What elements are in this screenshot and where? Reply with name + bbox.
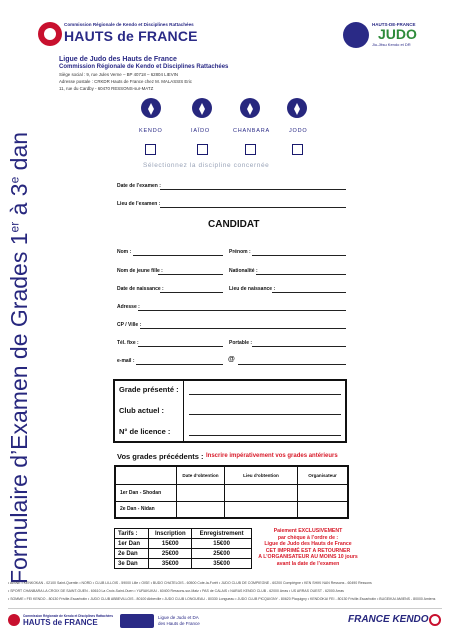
email-label: e-mail : xyxy=(117,358,135,364)
header-logo-right-sub: Jiu-Jitsu Kendo et DR xyxy=(372,42,411,47)
tarif-row-label: 2e Dan xyxy=(115,549,149,559)
bottom-right-emblem xyxy=(429,614,441,626)
adresse-line[interactable] xyxy=(138,310,346,311)
grade-presente-line[interactable] xyxy=(189,394,341,395)
tarif-inscription: 25€00 xyxy=(149,549,192,559)
tarif-inscription: 35€00 xyxy=(149,559,192,569)
prenom-label: Prénom : xyxy=(229,249,251,255)
discipline-label-iaido: IAÏDO xyxy=(191,128,210,134)
prev-cell[interactable] xyxy=(225,501,298,518)
prev-cell[interactable] xyxy=(225,484,298,501)
tarif-row-label: 3e Dan xyxy=(115,559,149,569)
candidat-title: CANDIDAT xyxy=(208,219,260,230)
date-naissance-line[interactable] xyxy=(160,292,223,293)
nationalite-line[interactable] xyxy=(256,274,346,275)
exam-place-line[interactable] xyxy=(160,207,346,208)
header-org-small: Commission Régionale de Kendo et Disciplines Rattachées xyxy=(64,22,194,27)
jeune-fille-label: Nom de jeune fille : xyxy=(117,268,163,274)
licence-line[interactable] xyxy=(189,435,341,436)
email-domain-line[interactable] xyxy=(238,364,346,365)
prev-cell[interactable] xyxy=(298,484,349,501)
prev-row-shodan: 1er Dan - Shodan xyxy=(115,484,177,501)
address-line-1: Siège social : 9, rue Jules Verne – BP 40718 – 62804 LIEVIN xyxy=(59,72,179,77)
nationalite-label: Nationalité : xyxy=(229,268,258,274)
licence-label: N° de licence : xyxy=(119,427,171,436)
prev-header-lieu: Lieu d’obtention xyxy=(225,466,298,484)
exam-place-label: Lieu de l’examen : xyxy=(117,201,161,207)
club-actuel-line[interactable] xyxy=(189,414,341,415)
previous-grades-table xyxy=(114,465,349,519)
nom-line[interactable] xyxy=(133,255,223,256)
ligue-title: Ligue de Judo des Hauts de France xyxy=(59,56,177,63)
checkbox-iaido[interactable] xyxy=(197,144,208,155)
cp-ville-line[interactable] xyxy=(140,328,346,329)
club-actuel-label: Club actuel : xyxy=(119,406,165,415)
grade-presente-label: Grade présenté : xyxy=(119,385,179,394)
header-logo-left-inner xyxy=(44,28,56,40)
tel-fixe-line[interactable] xyxy=(138,346,223,347)
lieu-naissance-line[interactable] xyxy=(272,292,346,293)
prev-cell[interactable] xyxy=(177,501,225,518)
tarif-enregistrement: 15€00 xyxy=(192,539,252,549)
prev-cell[interactable] xyxy=(298,501,349,518)
portable-line[interactable] xyxy=(252,346,346,347)
commission-title: Commission Régionale de Kendo et Disciplines Rattachées xyxy=(59,64,229,70)
bottom-bar-divider xyxy=(8,608,442,609)
checkbox-kendo[interactable] xyxy=(145,144,156,155)
vertical-title: Formulaire d’Examen de Grades 1er à 3e dan xyxy=(6,131,32,585)
email-line[interactable] xyxy=(136,364,223,365)
bottom-left-big: HAUTS de FRANCE xyxy=(23,618,98,627)
header-logo-right-main: JUDO xyxy=(378,26,417,42)
tel-fixe-label: Tél. fixe : xyxy=(117,340,139,346)
grade-box-divider xyxy=(183,381,184,441)
nom-label: Nom : xyxy=(117,249,132,255)
lieu-naissance-label: Lieu de naissance : xyxy=(229,286,276,292)
jeune-fille-line[interactable] xyxy=(158,274,223,275)
header-org-big: HAUTS de FRANCE xyxy=(64,28,198,44)
bottom-mid-text-1: Ligue de Judo et DA xyxy=(158,615,199,620)
discipline-label-jodo: JODO xyxy=(289,128,308,134)
payment-note: Paiement EXCLUSIVEMENT par chèque à l’ordre de : Ligue de Judo des Hauts de France CET IMPRIMÉ EST A RETOURNER A L’ORGANISATEUR AU MOINS 10 jours avant la date de l’examen xyxy=(258,528,358,567)
tarif-enregistrement: 25€00 xyxy=(192,549,252,559)
clubs-footer: • AISNE • KENKOKAN - 02100 Saint-Quentin • NORD • CLUB LILLOIS - 59000 Lille • OISE • BUDO CHATELOIS - 60500 Cote-la-Forêt • JUDO CLUB DE COMPIEGNE - 60200 Compiègne • KEN SHIKI NAN Ressons - 60490 Ressons • SPORT CHANBARA LA CROIX DE SAINT-OUEN - 60610 La Croix-Saint-Ouen • YURAKUKAI - 60400 Ressons-sur-Matz • PAS de CALAIS • NARAS KENDO CLUB - 62000 Arras • US ARRAS OUEST - 62000 Arras • SOMME • FEI KENDO - 80130 Friville-Escarbotin • JUDO CLUB ABBEVILLOIS - 80100 Abbeville • JUDO CLUB LONGUEAU - 80330 Longueau • JUDO CLUB PICQUIGNY - 80620 Picquigny • KENDOKAI FEI - 80130 Friville-Escarbotin • BUGEIKAI AMIENS - 80000 Amiens xyxy=(8,581,436,601)
checkbox-chanbara[interactable] xyxy=(245,144,256,155)
bottom-left-small: Commission Régionale de Kendo et Disciplines Rattachées xyxy=(23,614,113,618)
previous-grades-title: Vos grades précédents : xyxy=(117,452,204,461)
prev-cell[interactable] xyxy=(177,484,225,501)
previous-grades-note: Inscrire impérativement vos grades antérieurs xyxy=(206,453,338,459)
prev-header-organisateur: Organisateur xyxy=(298,466,349,484)
address-line-3: 11, rue du Cardby - 60470 RESSONS-sur-MATZ xyxy=(59,86,154,91)
france-kendo-logo: FRANCE KENDO xyxy=(348,614,429,625)
prenom-line[interactable] xyxy=(252,255,346,256)
email-at-sign: @ xyxy=(228,356,235,363)
bottom-judo-logo xyxy=(120,614,154,628)
adresse-label: Adresse : xyxy=(117,304,140,310)
tarif-inscription: 15€00 xyxy=(149,539,192,549)
discipline-label-kendo: KENDO xyxy=(139,128,163,134)
select-discipline-text: Sélectionnez la discipline concernée xyxy=(143,162,270,169)
tarif-row-label: 1er Dan xyxy=(115,539,149,549)
checkbox-jodo[interactable] xyxy=(292,144,303,155)
tarifs-header: Tarifs : xyxy=(115,529,149,539)
tarifs-header-enregistrement: Enregistrement xyxy=(192,529,252,539)
prev-row-nidan: 2e Dan - Nidan xyxy=(115,501,177,518)
prev-header-date: Date d’obtention xyxy=(177,466,225,484)
tarifs-table xyxy=(114,528,252,569)
header-logo-right-top: HAUTS-DE-FRANCE xyxy=(372,22,416,27)
discipline-label-chanbara: CHANBARA xyxy=(233,128,270,134)
exam-date-line[interactable] xyxy=(160,189,346,190)
address-line-2: Adresse postale : CRKDR Hauts de France chez M. MALASSIS Eric xyxy=(59,79,192,84)
tarifs-header-inscription: Inscription xyxy=(149,529,192,539)
cp-ville-label: CP / Ville : xyxy=(117,322,142,328)
discipline-figures xyxy=(141,98,311,120)
tarif-enregistrement: 35€00 xyxy=(192,559,252,569)
exam-date-label: Date de l’examen : xyxy=(117,183,161,189)
header-logo-right-icon xyxy=(343,22,369,48)
bottom-mid-text-2: des Hauts de France xyxy=(158,621,200,626)
portable-label: Portable : xyxy=(229,340,253,346)
bottom-logo-left-icon xyxy=(8,614,20,626)
date-naissance-label: Date de naissance : xyxy=(117,286,164,292)
